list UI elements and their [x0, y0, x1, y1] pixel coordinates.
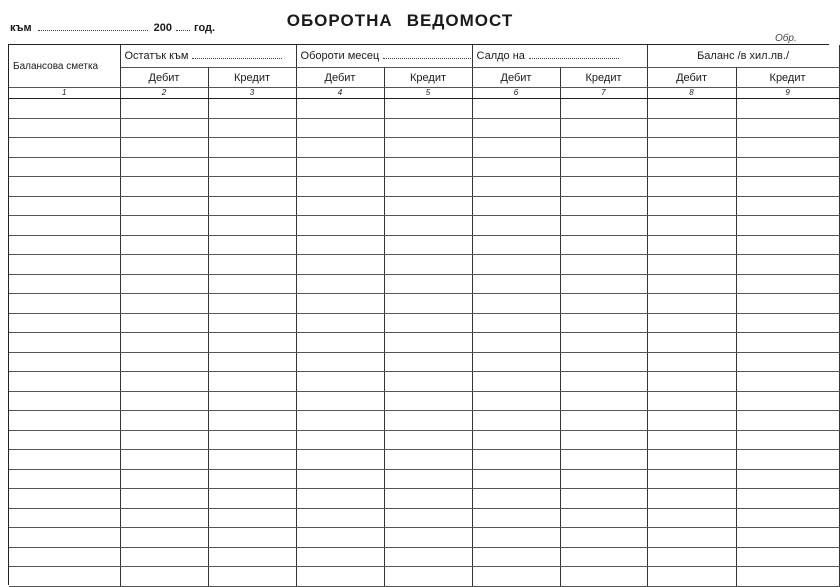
ledger-cell[interactable]: [120, 138, 208, 158]
ledger-cell[interactable]: [736, 430, 839, 450]
ledger-cell[interactable]: [384, 547, 472, 567]
ledger-cell[interactable]: [647, 138, 736, 158]
table-row: [9, 489, 839, 509]
ledger-cell[interactable]: [647, 528, 736, 548]
ledger-cell[interactable]: [472, 274, 560, 294]
ledger-cell[interactable]: [560, 196, 647, 216]
column-number: 2: [120, 88, 208, 99]
group-turnover-month: Обороти месец: [296, 45, 472, 68]
ledger-cell[interactable]: [208, 157, 296, 177]
table-row: [9, 547, 839, 567]
ledger-cell[interactable]: [736, 216, 839, 236]
ledger-cell[interactable]: [647, 118, 736, 138]
ledger-body: [9, 99, 839, 587]
year-value: 200: [153, 22, 173, 34]
ledger-cell[interactable]: [736, 391, 839, 411]
ledger-cell[interactable]: [208, 508, 296, 528]
ledger-cell[interactable]: [736, 352, 839, 372]
month-blank[interactable]: [383, 57, 473, 59]
sub-header-debit: Дебит: [120, 68, 208, 88]
ledger-cell[interactable]: [647, 157, 736, 177]
opening-date-blank[interactable]: [192, 57, 282, 59]
ledger-cell[interactable]: [208, 235, 296, 255]
ledger-cell[interactable]: [647, 333, 736, 353]
ledger-cell[interactable]: [647, 430, 736, 450]
ledger-cell[interactable]: [9, 489, 120, 509]
ledger-cell[interactable]: [384, 567, 472, 587]
group-balance-on: Салдо на: [472, 45, 647, 68]
sub-header-credit: Кредит: [384, 68, 472, 88]
ledger-cell[interactable]: [296, 157, 384, 177]
ledger-cell[interactable]: [384, 274, 472, 294]
ledger-cell[interactable]: [560, 430, 647, 450]
ledger-cell[interactable]: [296, 547, 384, 567]
ledger-cell[interactable]: [296, 430, 384, 450]
column-number: 6: [472, 88, 560, 99]
ledger-cell[interactable]: [296, 196, 384, 216]
ledger-cell[interactable]: [208, 489, 296, 509]
ledger-cell[interactable]: [647, 274, 736, 294]
ledger-cell[interactable]: [296, 450, 384, 470]
ledger-cell[interactable]: [384, 333, 472, 353]
ledger-cell[interactable]: [120, 274, 208, 294]
balance-date-blank[interactable]: [529, 57, 619, 59]
ledger-cell[interactable]: [472, 196, 560, 216]
table-row: [9, 177, 839, 197]
ledger-cell[interactable]: [647, 411, 736, 431]
column-number: 8: [647, 88, 736, 99]
ledger-cell[interactable]: [384, 216, 472, 236]
ledger-cell[interactable]: [472, 508, 560, 528]
ledger-cell[interactable]: [472, 372, 560, 392]
sub-header-debit: Дебит: [472, 68, 560, 88]
ledger-cell[interactable]: [9, 372, 120, 392]
ledger-cell[interactable]: [208, 118, 296, 138]
ledger-cell[interactable]: [472, 352, 560, 372]
sub-header-credit: Кредит: [560, 68, 647, 88]
ledger-cell[interactable]: [736, 469, 839, 489]
table-row: [9, 138, 839, 158]
sub-header-credit: Кредит: [736, 68, 839, 88]
ledger-cell[interactable]: [208, 547, 296, 567]
ledger-cell[interactable]: [120, 235, 208, 255]
ledger-cell[interactable]: [560, 352, 647, 372]
ledger-cell[interactable]: [472, 138, 560, 158]
table-row: [9, 118, 839, 138]
ledger-cell[interactable]: [472, 294, 560, 314]
ledger-cell[interactable]: [296, 372, 384, 392]
ledger-cell[interactable]: [296, 99, 384, 119]
table-row: [9, 274, 839, 294]
ledger-cell[interactable]: [120, 352, 208, 372]
ledger-cell[interactable]: [736, 333, 839, 353]
ledger-cell[interactable]: [120, 430, 208, 450]
ledger-cell[interactable]: [736, 489, 839, 509]
ledger-cell[interactable]: [9, 508, 120, 528]
ledger-cell[interactable]: [9, 528, 120, 548]
column-number: 4: [296, 88, 384, 99]
ledger-cell[interactable]: [296, 177, 384, 197]
ledger-cell[interactable]: [560, 294, 647, 314]
ledger-cell[interactable]: [560, 99, 647, 119]
ledger-cell[interactable]: [560, 235, 647, 255]
ledger-cell[interactable]: [384, 138, 472, 158]
table-row: [9, 528, 839, 548]
ledger-cell[interactable]: [560, 469, 647, 489]
ledger-cell[interactable]: [120, 391, 208, 411]
ledger-cell[interactable]: [120, 528, 208, 548]
ledger-cell[interactable]: [120, 372, 208, 392]
table-row: [9, 411, 839, 431]
column-number: 7: [560, 88, 647, 99]
ledger-cell[interactable]: [560, 489, 647, 509]
ledger-cell[interactable]: [9, 333, 120, 353]
ledger-cell[interactable]: [296, 528, 384, 548]
ledger-cell[interactable]: [384, 391, 472, 411]
ledger-cell[interactable]: [736, 567, 839, 587]
column-number: 3: [208, 88, 296, 99]
ledger-cell[interactable]: [120, 294, 208, 314]
ledger-cell[interactable]: [647, 391, 736, 411]
ledger-cell[interactable]: [208, 274, 296, 294]
ledger-cell[interactable]: [9, 216, 120, 236]
ledger-cell[interactable]: [208, 528, 296, 548]
ledger-cell[interactable]: [647, 508, 736, 528]
ledger-cell[interactable]: [296, 274, 384, 294]
ledger-cell[interactable]: [472, 469, 560, 489]
ledger-cell[interactable]: [736, 157, 839, 177]
table-row: [9, 196, 839, 216]
ledger-cell[interactable]: [120, 216, 208, 236]
ledger-cell[interactable]: [9, 352, 120, 372]
ledger-cell[interactable]: [9, 411, 120, 431]
ledger-cell[interactable]: [560, 274, 647, 294]
table-row: [9, 430, 839, 450]
ledger-cell[interactable]: [472, 235, 560, 255]
title-word-2: ВЕДОМОСТ: [406, 11, 514, 30]
ledger-cell[interactable]: [472, 177, 560, 197]
ledger-cell[interactable]: [208, 216, 296, 236]
ledger-cell[interactable]: [736, 235, 839, 255]
ledger-cell[interactable]: [560, 411, 647, 431]
table-row: [9, 235, 839, 255]
ledger-cell[interactable]: [560, 450, 647, 470]
ledger-cell[interactable]: [384, 118, 472, 138]
ledger-cell[interactable]: [736, 528, 839, 548]
ledger-cell[interactable]: [296, 235, 384, 255]
ledger-cell[interactable]: [472, 450, 560, 470]
ledger-cell[interactable]: [736, 547, 839, 567]
ledger-cell[interactable]: [736, 118, 839, 138]
table-row: [9, 216, 839, 236]
ledger-cell[interactable]: [560, 138, 647, 158]
ledger-cell[interactable]: [472, 528, 560, 548]
ledger-cell[interactable]: [296, 313, 384, 333]
ledger-cell[interactable]: [560, 528, 647, 548]
ledger-cell[interactable]: [296, 489, 384, 509]
table-row: [9, 352, 839, 372]
ledger-cell[interactable]: [120, 99, 208, 119]
ledger-cell[interactable]: [208, 313, 296, 333]
ledger-cell[interactable]: [736, 99, 839, 119]
page-title: [0, 11, 800, 31]
table-row: [9, 157, 839, 177]
ledger-cell[interactable]: [736, 255, 839, 275]
group-balance-thousands: Баланс /в хил.лв./: [647, 45, 839, 68]
ledger-cell[interactable]: [560, 118, 647, 138]
ledger-cell[interactable]: [296, 255, 384, 275]
ledger-cell[interactable]: [472, 157, 560, 177]
ledger-cell[interactable]: [472, 391, 560, 411]
column-number: 9: [736, 88, 839, 99]
ledger-cell[interactable]: [384, 99, 472, 119]
table-row: [9, 508, 839, 528]
ledger-cell[interactable]: [560, 391, 647, 411]
ledger-cell[interactable]: [472, 313, 560, 333]
ledger-cell[interactable]: [9, 235, 120, 255]
ledger-cell[interactable]: [647, 450, 736, 470]
ledger-cell[interactable]: [472, 333, 560, 353]
table-row: [9, 99, 839, 119]
ledger-sheet: [8, 44, 829, 585]
ledger-cell[interactable]: [120, 450, 208, 470]
ledger-cell[interactable]: [208, 255, 296, 275]
ledger-cell[interactable]: [296, 294, 384, 314]
ledger-cell[interactable]: [384, 177, 472, 197]
ledger-cell[interactable]: [472, 255, 560, 275]
table-row: [9, 450, 839, 470]
ledger-cell[interactable]: [736, 177, 839, 197]
ledger-cell[interactable]: [9, 157, 120, 177]
ledger-cell[interactable]: [472, 99, 560, 119]
ledger-cell[interactable]: [9, 255, 120, 275]
sub-header-credit: Кредит: [208, 68, 296, 88]
ledger-cell[interactable]: [647, 99, 736, 119]
ledger-cell[interactable]: [120, 196, 208, 216]
ledger-cell[interactable]: [472, 430, 560, 450]
ledger-cell[interactable]: [647, 372, 736, 392]
ledger-cell[interactable]: [296, 567, 384, 587]
ledger-cell[interactable]: [647, 313, 736, 333]
ledger-cell[interactable]: [647, 177, 736, 197]
ledger-cell[interactable]: [120, 157, 208, 177]
column-number: 1: [9, 88, 120, 99]
sub-header-debit: Дебит: [296, 68, 384, 88]
ledger-cell[interactable]: [647, 255, 736, 275]
table-row: [9, 469, 839, 489]
ledger-cell[interactable]: [296, 469, 384, 489]
ledger-cell[interactable]: [120, 333, 208, 353]
ledger-cell[interactable]: [9, 177, 120, 197]
ledger-cell[interactable]: [472, 567, 560, 587]
table-row: [9, 391, 839, 411]
account-header: Балансова сметка: [9, 45, 120, 88]
ledger-cell[interactable]: [208, 450, 296, 470]
ledger-cell[interactable]: [647, 567, 736, 587]
ledger-cell[interactable]: [472, 489, 560, 509]
ledger-cell[interactable]: [9, 469, 120, 489]
ledger-cell[interactable]: [560, 157, 647, 177]
form-label: Обр.: [775, 33, 797, 44]
ledger-cell[interactable]: [120, 547, 208, 567]
ledger-cell[interactable]: [647, 352, 736, 372]
ledger-table: [9, 45, 840, 587]
ledger-cell[interactable]: [647, 489, 736, 509]
ledger-cell[interactable]: [384, 489, 472, 509]
ledger-cell[interactable]: [384, 450, 472, 470]
ledger-cell[interactable]: [560, 255, 647, 275]
ledger-cell[interactable]: [736, 274, 839, 294]
ledger-cell[interactable]: [9, 118, 120, 138]
ledger-cell[interactable]: [296, 138, 384, 158]
table-row: [9, 255, 839, 275]
ledger-cell[interactable]: [9, 138, 120, 158]
ledger-cell[interactable]: [647, 196, 736, 216]
ledger-cell[interactable]: [384, 196, 472, 216]
ledger-cell[interactable]: [736, 450, 839, 470]
table-row: [9, 294, 839, 314]
ledger-cell[interactable]: [208, 567, 296, 587]
ledger-cell[interactable]: [560, 313, 647, 333]
ledger-cell[interactable]: [9, 196, 120, 216]
ledger-cell[interactable]: [296, 391, 384, 411]
sub-header-debit: Дебит: [647, 68, 736, 88]
group-opening-balance: Остатък към: [120, 45, 296, 68]
ledger-cell[interactable]: [208, 411, 296, 431]
ledger-cell[interactable]: [296, 352, 384, 372]
ledger-cell[interactable]: [9, 294, 120, 314]
ledger-cell[interactable]: [296, 118, 384, 138]
ledger-cell[interactable]: [120, 411, 208, 431]
ledger-cell[interactable]: [472, 411, 560, 431]
table-row: [9, 372, 839, 392]
ledger-cell[interactable]: [9, 99, 120, 119]
ledger-cell[interactable]: [9, 567, 120, 587]
ledger-cell[interactable]: [296, 216, 384, 236]
ledger-cell[interactable]: [736, 372, 839, 392]
table-row: [9, 567, 839, 587]
table-row: [9, 313, 839, 333]
date-prefix: към: [10, 22, 32, 34]
ledger-cell[interactable]: [208, 372, 296, 392]
ledger-cell[interactable]: [384, 352, 472, 372]
ledger-cell[interactable]: [296, 333, 384, 353]
ledger-cell[interactable]: [208, 196, 296, 216]
ledger-cell[interactable]: [384, 255, 472, 275]
ledger-cell[interactable]: [472, 547, 560, 567]
ledger-cell[interactable]: [384, 508, 472, 528]
ledger-cell[interactable]: [208, 177, 296, 197]
ledger-cell[interactable]: [736, 508, 839, 528]
ledger-cell[interactable]: [560, 547, 647, 567]
ledger-cell[interactable]: [9, 547, 120, 567]
ledger-cell[interactable]: [120, 177, 208, 197]
ledger-cell[interactable]: [736, 313, 839, 333]
ledger-cell[interactable]: [120, 313, 208, 333]
ledger-cell[interactable]: [384, 313, 472, 333]
ledger-cell[interactable]: [647, 547, 736, 567]
ledger-cell[interactable]: [120, 489, 208, 509]
ledger-cell[interactable]: [560, 216, 647, 236]
ledger-cell[interactable]: [208, 352, 296, 372]
ledger-cell[interactable]: [647, 294, 736, 314]
ledger-cell[interactable]: [384, 430, 472, 450]
ledger-cell[interactable]: [9, 450, 120, 470]
table-row: [9, 333, 839, 353]
ledger-cell[interactable]: [120, 255, 208, 275]
ledger-cell[interactable]: [384, 528, 472, 548]
ledger-cell[interactable]: [736, 294, 839, 314]
ledger-cell[interactable]: [208, 294, 296, 314]
ledger-cell[interactable]: [120, 508, 208, 528]
ledger-cell[interactable]: [560, 372, 647, 392]
ledger-cell[interactable]: [560, 508, 647, 528]
ledger-cell[interactable]: [208, 391, 296, 411]
ledger-cell[interactable]: [208, 430, 296, 450]
ledger-cell[interactable]: [9, 391, 120, 411]
ledger-cell[interactable]: [296, 508, 384, 528]
ledger-cell[interactable]: [560, 333, 647, 353]
ledger-cell[interactable]: [9, 313, 120, 333]
title-word-1: ОБОРОТНА: [286, 11, 393, 30]
ledger-cell[interactable]: [384, 235, 472, 255]
ledger-cell[interactable]: [384, 157, 472, 177]
ledger-cell[interactable]: [9, 274, 120, 294]
ledger-cell[interactable]: [208, 138, 296, 158]
column-number: 5: [384, 88, 472, 99]
ledger-cell[interactable]: [208, 99, 296, 119]
ledger-cell[interactable]: [120, 118, 208, 138]
ledger-cell[interactable]: [9, 430, 120, 450]
year-suffix: год.: [194, 22, 216, 34]
ledger-cell[interactable]: [647, 469, 736, 489]
ledger-cell[interactable]: [472, 118, 560, 138]
ledger-cell[interactable]: [560, 177, 647, 197]
ledger-cell[interactable]: [647, 216, 736, 236]
ledger-cell[interactable]: [208, 469, 296, 489]
ledger-cell[interactable]: [736, 196, 839, 216]
ledger-cell[interactable]: [384, 469, 472, 489]
ledger-cell[interactable]: [296, 411, 384, 431]
ledger-cell[interactable]: [120, 567, 208, 587]
ledger-cell[interactable]: [736, 411, 839, 431]
ledger-cell[interactable]: [384, 411, 472, 431]
ledger-cell[interactable]: [384, 372, 472, 392]
ledger-cell[interactable]: [736, 138, 839, 158]
ledger-cell[interactable]: [384, 294, 472, 314]
ledger-cell[interactable]: [208, 333, 296, 353]
ledger-cell[interactable]: [647, 235, 736, 255]
ledger-cell[interactable]: [560, 567, 647, 587]
ledger-cell[interactable]: [472, 216, 560, 236]
ledger-cell[interactable]: [120, 469, 208, 489]
